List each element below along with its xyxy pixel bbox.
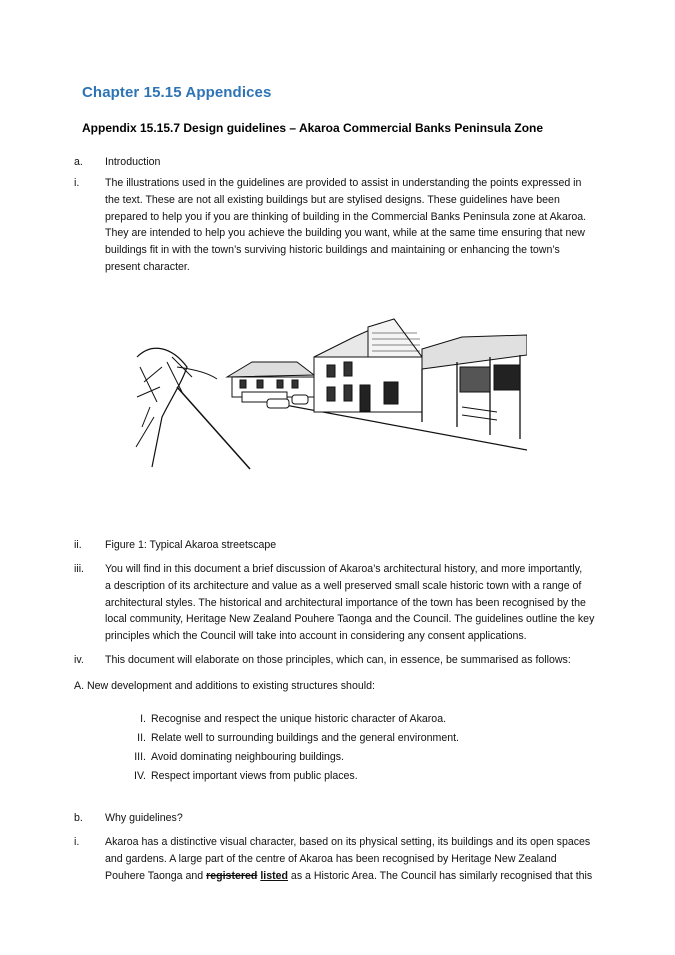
text-line: The illustrations used in the guidelines are provided to assist in understanding the points expressed in: [105, 177, 582, 189]
list-item-text: Respect important views from public places.: [151, 770, 358, 782]
car-sketch: [292, 395, 308, 404]
list-item-number: III.: [134, 751, 146, 763]
text-line: You will find in this document a brief discussion of Akaroa’s architectural history, and more importantly,: [105, 563, 583, 575]
list-item: [130, 767, 459, 786]
appendix-title: Appendix 15.15.7 Design guidelines – Akaroa Commercial Banks Peninsula Zone: [82, 121, 544, 135]
building-sketch: [422, 335, 527, 439]
streetscape-illustration: [132, 307, 527, 472]
text-line: a description of its architecture and value as a well preserved small scale historic town with a range of: [105, 579, 582, 592]
paragraph-number: i.: [74, 177, 80, 189]
paragraph-number: i.: [74, 836, 80, 848]
section-a-label: Introduction: [105, 156, 161, 168]
section-b-number: b.: [74, 812, 83, 824]
list-item: [130, 729, 459, 748]
list-item-number: IV.: [134, 770, 146, 782]
list-item-text: Recognise and respect the unique historic character of Akaroa.: [151, 713, 447, 725]
text-line: Akaroa has a distinctive visual character, based on its physical setting, its buildings and its open spaces: [105, 836, 591, 848]
chapter-title: Chapter 15.15 Appendices: [82, 84, 272, 101]
list-item-number: I.: [140, 713, 146, 725]
list-item-number: II.: [137, 732, 146, 744]
deleted-text: registered: [206, 869, 258, 882]
list-item-text: Avoid dominating neighbouring buildings.: [151, 751, 344, 763]
text-line: and gardens. A large part of the centre of Akaroa has been recognised by Heritage New Zealand: [105, 852, 557, 865]
paragraph-text: This document will elaborate on those principles, which can, in essence, be summarised as follows:: [105, 654, 571, 666]
text-line: buildings fit in with the town’s surviving historic buildings and maintaining or enhancing the town’s: [105, 244, 560, 257]
list-item-text: Relate well to surrounding buildings and the general environment.: [151, 732, 459, 744]
text-line: local community, Heritage New Zealand Pouhere Taonga and the Council. The guidelines outline the key: [105, 613, 595, 626]
text-line: They are intended to help you achieve the building you want, while at the same time ensuring that new: [105, 227, 585, 240]
text-line: prepared to help you if you are thinking of building in the Commercial Banks Peninsula zone at Akaroa.: [105, 210, 587, 223]
text-line: [105, 868, 635, 885]
text-run: as a Historic Area. The Council has similarly recognised that this: [287, 869, 593, 882]
text-line: architectural styles. The historical and architectural importance of the town has been recognised by the: [105, 596, 586, 609]
paragraph-text: [105, 175, 635, 276]
inserted-text: listed: [260, 869, 288, 882]
section-a-number: a.: [74, 156, 83, 168]
text-line: principles which the Council will take into account in considering any consent applications.: [105, 630, 527, 643]
paragraph-number: ii.: [74, 539, 82, 551]
text-line: the text. These are not all existing buildings but are stylised designs. These guidelines have been: [105, 193, 560, 206]
paragraph-number: iv.: [74, 654, 84, 666]
paragraph-number: iii.: [74, 563, 85, 575]
caption-text: Figure 1: Typical Akaroa streetscape: [105, 539, 277, 551]
paragraph-text: [105, 834, 635, 884]
principles-list: [130, 710, 459, 786]
list-item: [130, 710, 459, 729]
text-run: Pouhere Taonga and: [105, 869, 207, 882]
text-line: present character.: [105, 260, 190, 273]
building-sketch: [314, 319, 422, 412]
section-A-heading: A. New development and additions to existing structures should:: [74, 680, 375, 692]
paragraph-text: [105, 561, 635, 645]
list-item: [130, 748, 459, 767]
tree-sketch: [136, 348, 192, 467]
section-b-label: Why guidelines?: [105, 812, 183, 824]
car-sketch: [267, 399, 289, 408]
road-edge: [177, 387, 250, 469]
